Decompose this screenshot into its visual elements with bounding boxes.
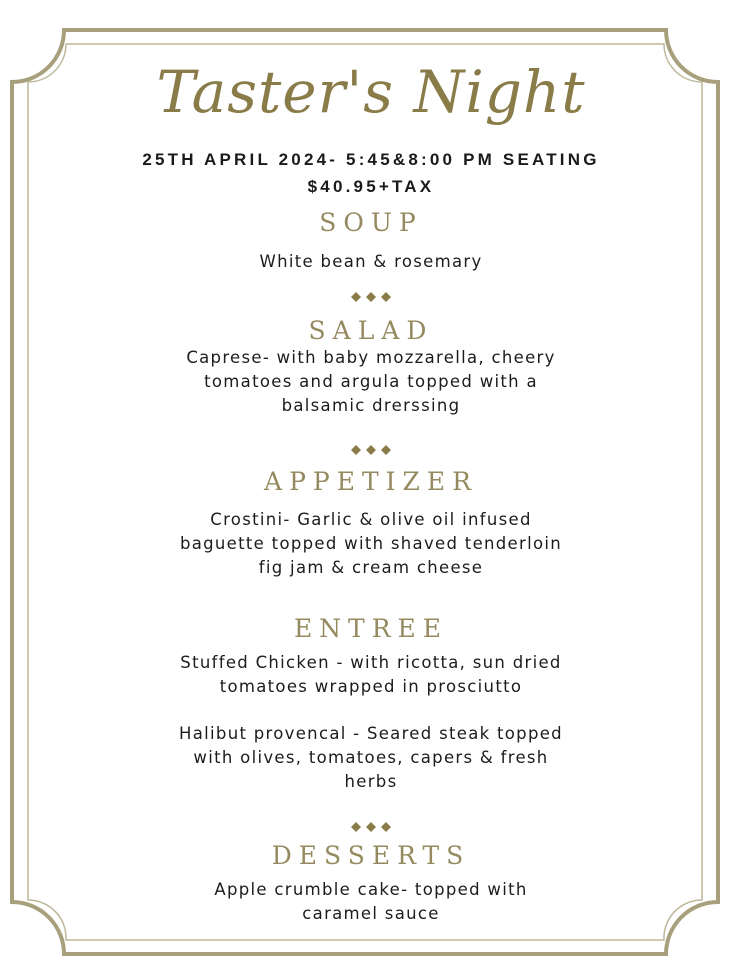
menu-item-appetizer: Crostini- Garlic & olive oil infused baguette topped with shaved tenderloin fig jam & cream cheese	[179, 510, 563, 577]
diamond-divider-icon	[0, 441, 742, 460]
menu-title: Taster's Night	[156, 58, 586, 126]
section-heading-entree: ENTREE	[293, 614, 449, 643]
menu-item-dessert: Apple crumble cake- topped with caramel sauce	[214, 880, 528, 923]
diamond-divider-icon	[0, 818, 742, 837]
event-date-line: 25TH APRIL 2024- 5:45&8:00 PM SEATING	[142, 150, 600, 169]
section-heading-desserts: DESSERTS	[271, 841, 471, 870]
menu-item-entree-chicken: Stuffed Chicken - with ricotta, sun dried tomatoes wrapped in prosciutto	[180, 653, 562, 696]
diamond-divider-icon	[0, 288, 742, 307]
menu-item-salad: Caprese- with baby mozzarella, cheery tomatoes and argula topped with a balsamic drerssing	[186, 348, 556, 415]
price-line: $40.95+TAX	[307, 177, 435, 196]
section-heading-salad: SALAD	[308, 316, 434, 345]
menu-item-soup: White bean & rosemary	[259, 252, 483, 271]
section-heading-soup: SOUP	[319, 208, 423, 237]
section-heading-appetizer: APPETIZER	[264, 467, 478, 496]
menu-item-entree-halibut: Halibut provencal - Seared steak topped with olives, tomatoes, capers & fresh herbs	[179, 724, 563, 791]
